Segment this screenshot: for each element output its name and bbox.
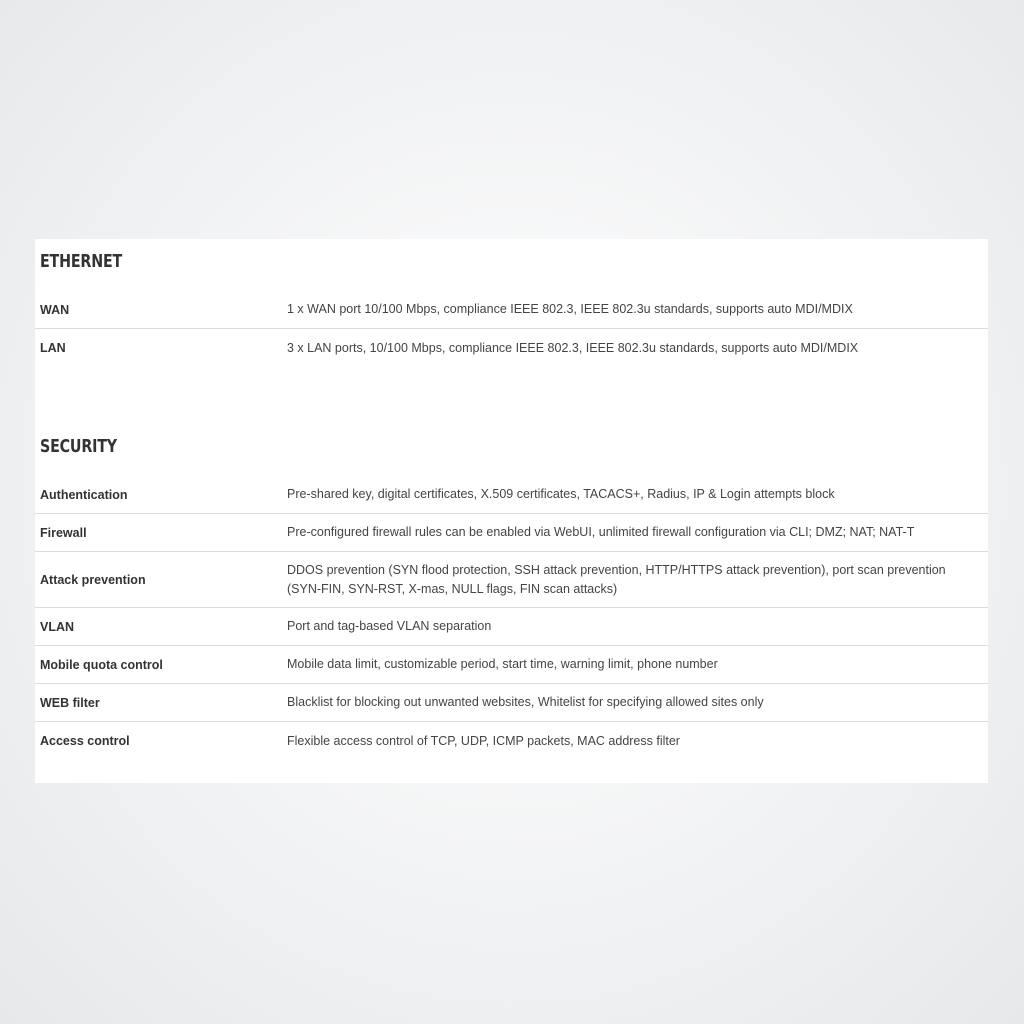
spec-row-vlan bbox=[35, 608, 988, 646]
spec-label: Attack prevention bbox=[40, 572, 146, 587]
section-title-ethernet: ETHERNET bbox=[40, 251, 123, 272]
spec-row-lan bbox=[35, 329, 988, 367]
spec-row-mobile-quota-control bbox=[35, 646, 988, 684]
spec-value: Mobile data limit, customizable period, start time, warning limit, phone number bbox=[287, 657, 718, 672]
security-spec-table bbox=[35, 476, 988, 760]
spec-label: Access control bbox=[40, 734, 130, 748]
section-title-security: SECURITY bbox=[40, 436, 117, 457]
spec-value: Pre-shared key, digital certificates, X.509 certificates, TACACS+, Radius, IP & Login attempts block bbox=[287, 487, 835, 502]
spec-value: DDOS prevention (SYN flood protection, SSH attack prevention, HTTP/HTTPS attack prevention), port scan prevention (SYN-FIN, SYN-RST, X-mas, NULL flags, FIN scan attacks) bbox=[287, 563, 946, 596]
spec-value: 1 x WAN port 10/100 Mbps, compliance IEEE 802.3, IEEE 802.3u standards, supports auto MDI/MDIX bbox=[287, 302, 853, 317]
spec-row-access-control bbox=[35, 722, 988, 760]
spec-value: Flexible access control of TCP, UDP, ICMP packets, MAC address filter bbox=[287, 733, 680, 748]
spec-label: VLAN bbox=[40, 619, 75, 634]
spec-label: WAN bbox=[40, 302, 70, 317]
spec-row-firewall bbox=[35, 514, 988, 552]
spec-label: WEB filter bbox=[40, 695, 100, 710]
spec-label: LAN bbox=[40, 341, 66, 355]
spec-row-attack-prevention bbox=[35, 552, 988, 608]
spec-value: 3 x LAN ports, 10/100 Mbps, compliance IEEE 802.3, IEEE 802.3u standards, supports auto MDI/MDIX bbox=[287, 340, 859, 355]
spec-row-web-filter bbox=[35, 684, 988, 722]
spec-label: Mobile quota control bbox=[40, 657, 163, 672]
spec-label: Firewall bbox=[40, 525, 87, 540]
spec-row-authentication bbox=[35, 476, 988, 514]
ethernet-spec-table bbox=[35, 291, 988, 367]
spec-value: Port and tag-based VLAN separation bbox=[287, 619, 492, 634]
spec-label: Authentication bbox=[40, 487, 128, 502]
spec-value: Blacklist for blocking out unwanted websites, Whitelist for specifying allowed sites only bbox=[287, 695, 764, 710]
spec-card bbox=[35, 239, 988, 783]
spec-value: Pre-configured firewall rules can be enabled via WebUI, unlimited firewall configuration via CLI; DMZ; NAT; NAT-T bbox=[287, 525, 915, 540]
spec-row-wan bbox=[35, 291, 988, 329]
